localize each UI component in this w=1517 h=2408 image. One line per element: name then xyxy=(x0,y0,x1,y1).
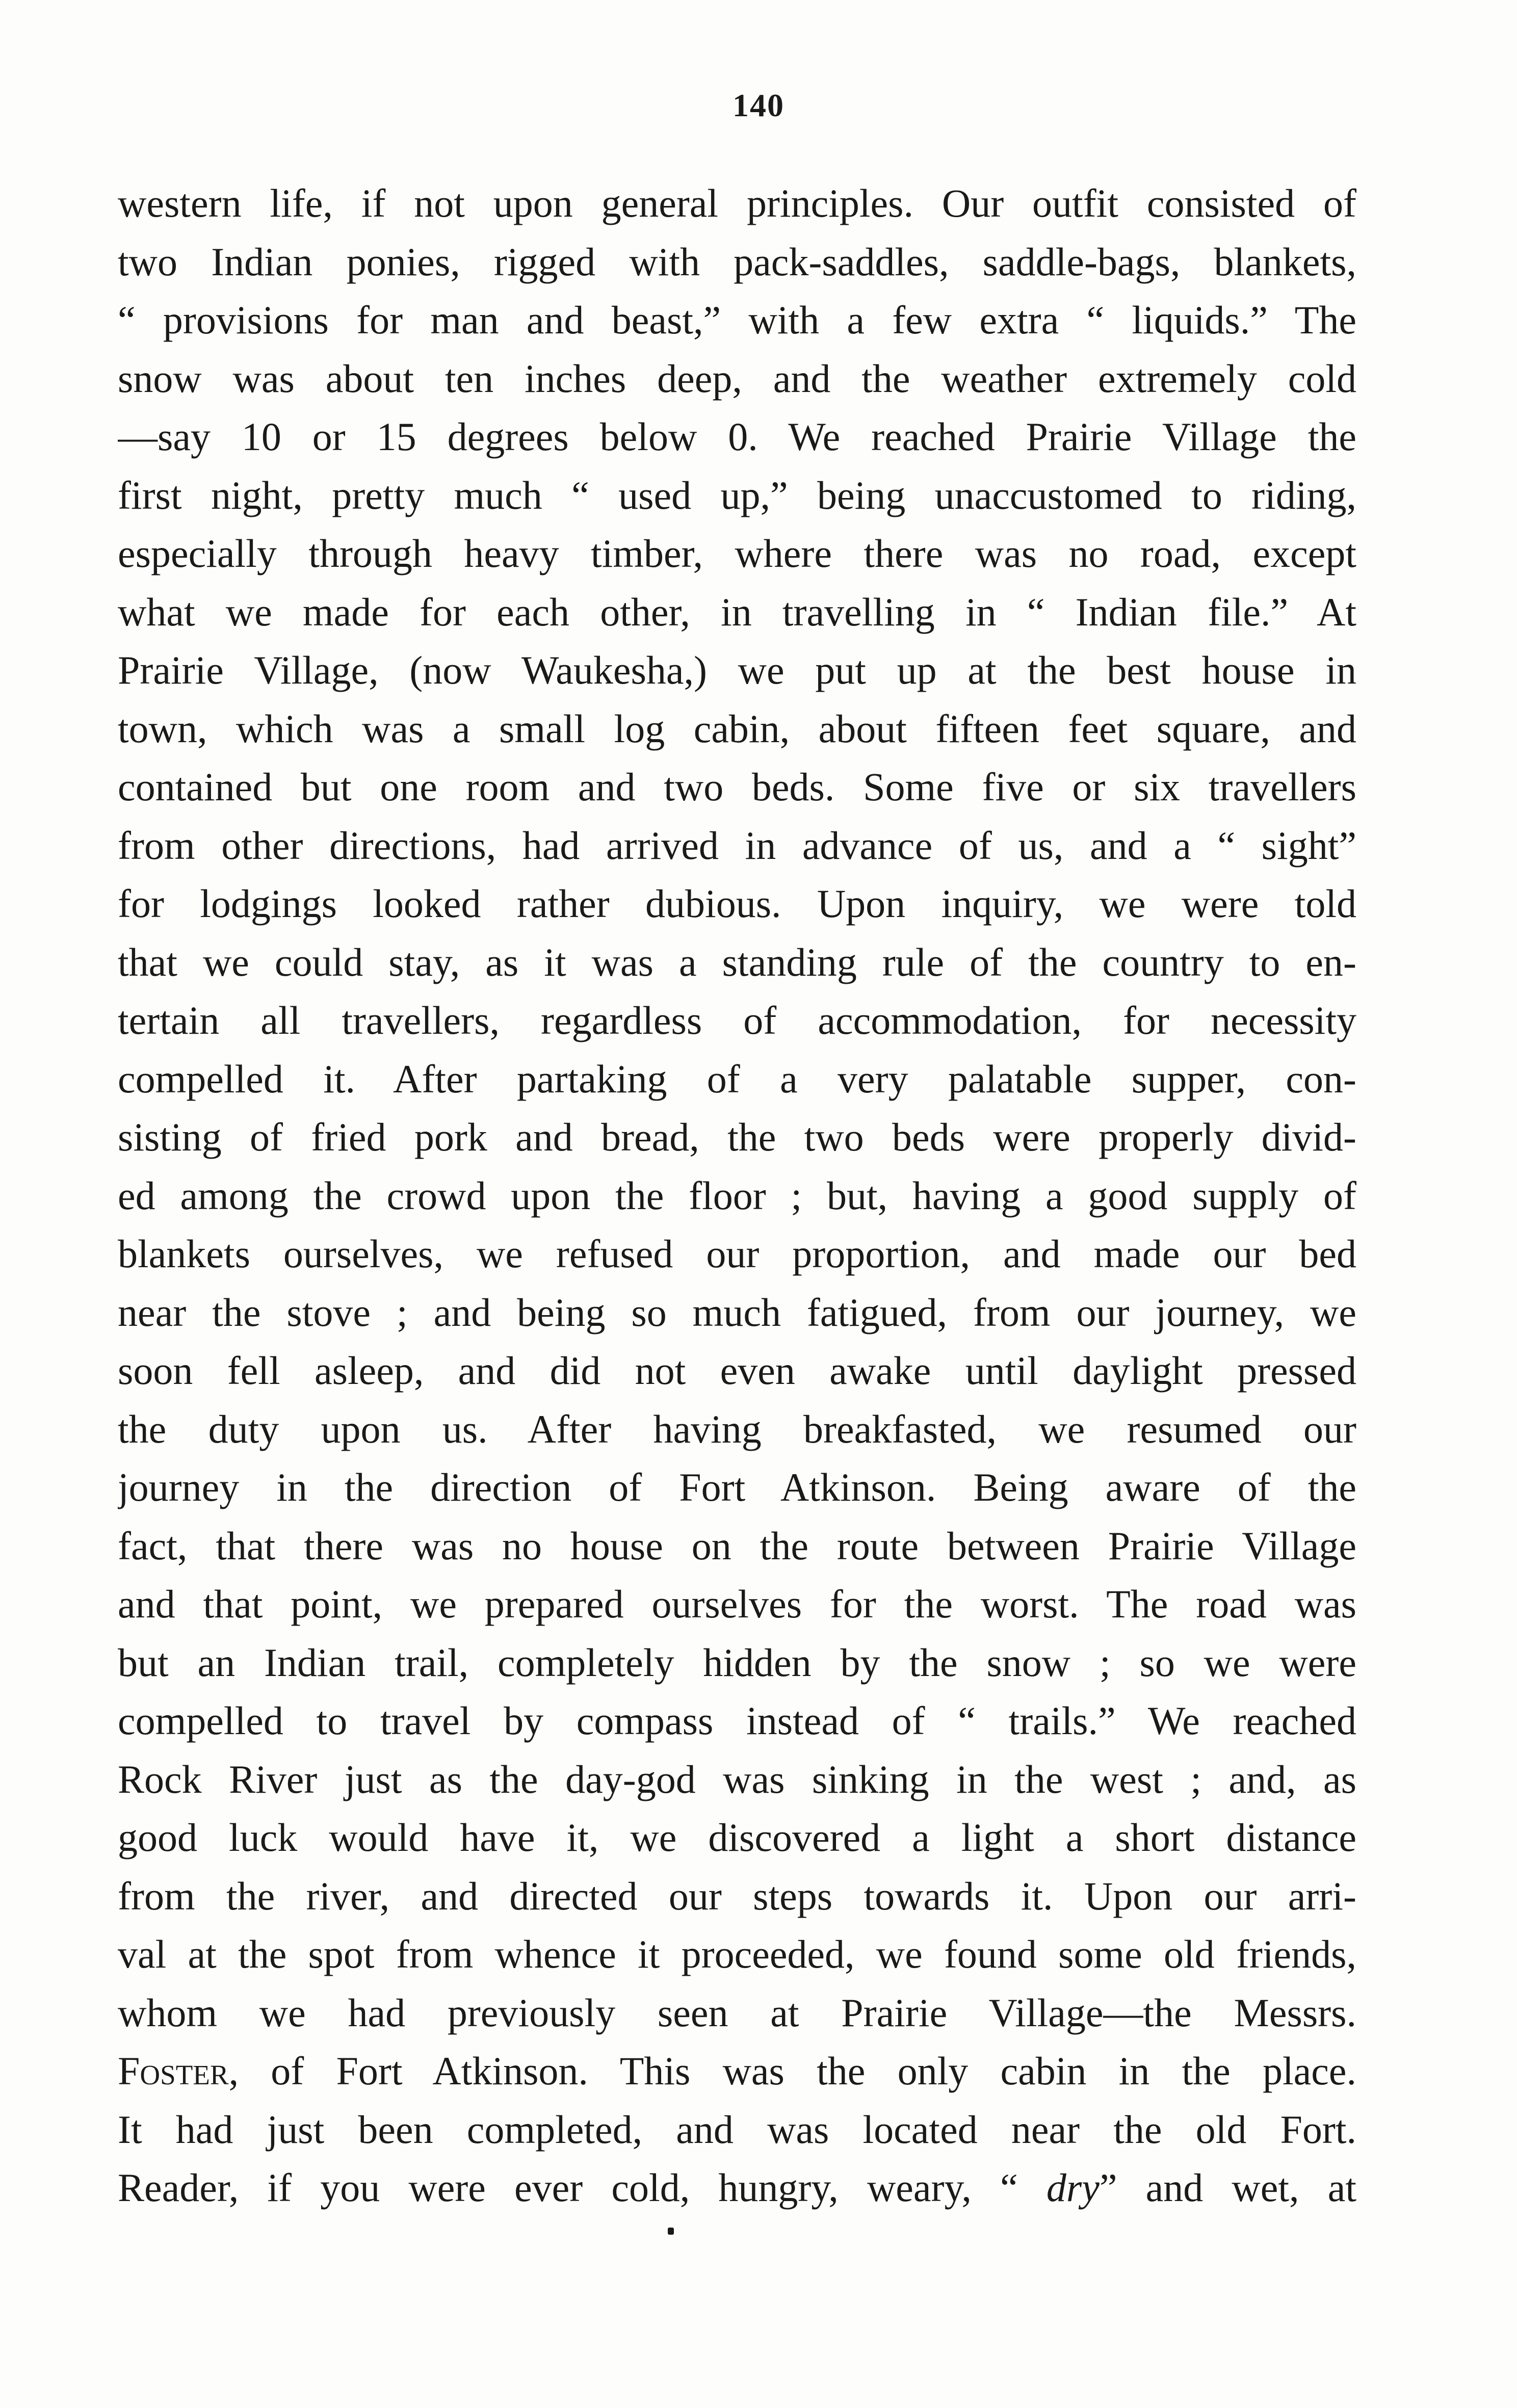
text-line-3: “ provisions for man and beast,” with a few extra “ liquids.” The xyxy=(118,298,1356,342)
text-line-14: that we could stay, as it was a standing rule of the country to en- xyxy=(118,939,1356,984)
text-line-22: the duty upon us. After having breakfasted, we resumed our xyxy=(118,1406,1356,1451)
text-line-16: compelled it. After partaking of a very palatable supper, con- xyxy=(118,1056,1356,1101)
text-line-15: tertain all travellers, regardless of accommodation, for necessity xyxy=(118,998,1356,1042)
text-line-10: town, which was a small log cabin, about fifteen feet square, and xyxy=(118,706,1356,751)
body-text xyxy=(118,174,1356,2217)
text-line-34: It had just been completed, and was located near the old Fort. xyxy=(118,2107,1356,2152)
text-line-30: from the river, and directed our steps towards it. Upon our arri- xyxy=(118,1873,1356,1918)
text-line-11: contained but one room and two beds. Some five or six travellers xyxy=(118,765,1356,809)
text-line-9: Prairie Village, (now Waukesha,) we put up at the best house in xyxy=(118,648,1356,692)
text-line-25: and that point, we prepared ourselves for the worst. The road was xyxy=(118,1582,1356,1626)
text-line-19: blankets ourselves, we refused our proportion, and made our bed xyxy=(118,1232,1356,1276)
text-line-26: but an Indian trail, completely hidden by the snow ; so we were xyxy=(118,1640,1356,1685)
text-line-1: western life, if not upon general principles. Our outfit consisted of xyxy=(118,181,1356,225)
text-line-8: what we made for each other, in travelling in “ Indian file.” At xyxy=(118,589,1356,634)
text-line-31: val at the spot from whence it proceeded, we found some old friends, xyxy=(118,1932,1356,1976)
text-line-33 xyxy=(118,2042,1356,2101)
text-line-7: especially through heavy timber, where there was no road, except xyxy=(118,531,1356,575)
text-line-5: —say 10 or 15 degrees below 0. We reached Prairie Village the xyxy=(118,414,1356,459)
dry-italic: dry xyxy=(1046,2165,1100,2210)
reader-line-start: Reader, if you were ever cold, hungry, weary, “ xyxy=(118,2165,1047,2210)
foster-name: Foster xyxy=(118,2049,229,2093)
reader-line-end: ” and wet, at xyxy=(1099,2165,1356,2210)
text-line-29: good luck would have it, we discovered a light a short distance xyxy=(118,1815,1356,1860)
text-line-24: fact, that there was no house on the route between Prairie Village xyxy=(118,1523,1356,1568)
text-line-21: soon fell asleep, and did not even awake until daylight pressed xyxy=(118,1348,1356,1393)
text-line-35 xyxy=(118,2159,1356,2217)
text-line-23: journey in the direction of Fort Atkinson. Being aware of the xyxy=(118,1465,1356,1509)
text-line-12: from other directions, had arrived in advance of us, and a “ sight” xyxy=(118,823,1356,868)
foster-line-rest: , of Fort Atkinson. This was the only cabin in the place. xyxy=(228,2049,1356,2093)
text-line-2: two Indian ponies, rigged with pack-saddles, saddle-bags, blankets, xyxy=(118,239,1356,284)
text-line-20: near the stove ; and being so much fatigued, from our journey, we xyxy=(118,1290,1356,1334)
text-line-28: Rock River just as the day-god was sinking in the west ; and, as xyxy=(118,1757,1356,1801)
text-line-6: first night, pretty much “ used up,” being unaccustomed to riding, xyxy=(118,473,1356,517)
text-line-17: sisting of fried pork and bread, the two beds were properly divid- xyxy=(118,1115,1356,1159)
page-number: 140 xyxy=(733,87,784,123)
text-line-13: for lodgings looked rather dubious. Upon inquiry, we were told xyxy=(118,881,1356,926)
text-line-27: compelled to travel by compass instead of “ trails.” We reached xyxy=(118,1698,1356,1743)
printer-mark xyxy=(668,2228,674,2235)
text-line-32: whom we had previously seen at Prairie Village—the Messrs. xyxy=(118,1990,1356,2035)
text-line-18: ed among the crowd upon the floor ; but, having a good supply of xyxy=(118,1173,1356,1218)
text-line-4: snow was about ten inches deep, and the weather extremely cold xyxy=(118,356,1356,401)
